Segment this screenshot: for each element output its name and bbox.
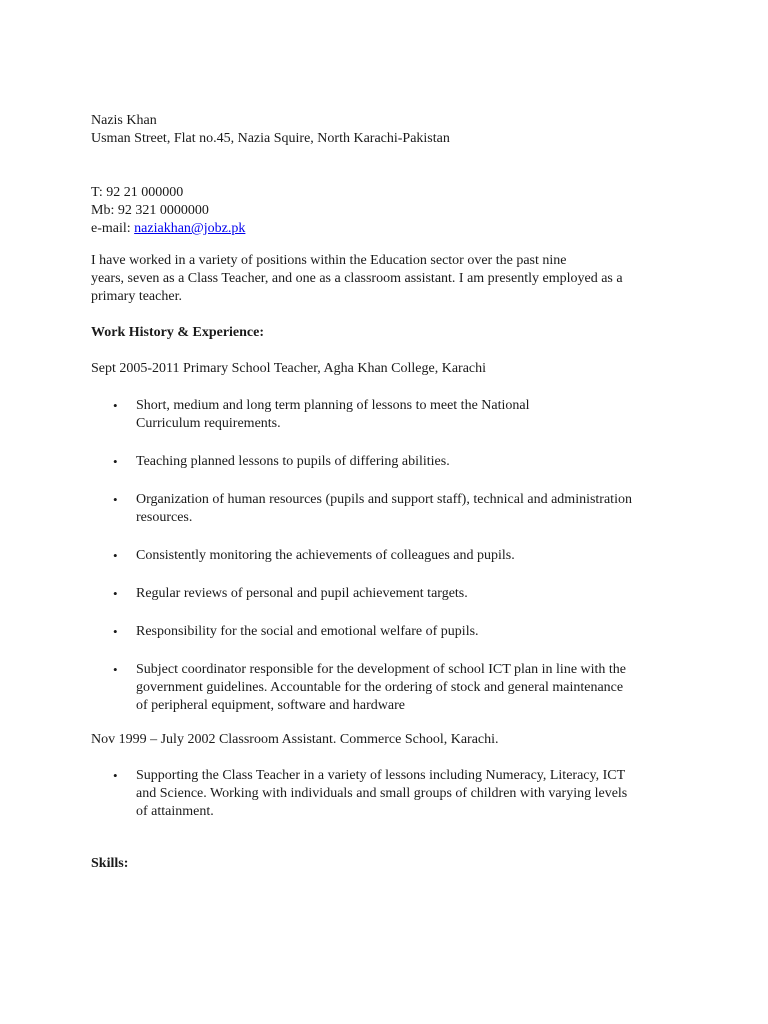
list-item xyxy=(91,397,691,433)
list-item xyxy=(91,661,691,715)
list-item-text: of attainment. xyxy=(136,804,214,819)
list-item xyxy=(91,767,691,821)
list-item-text: of peripheral equipment, software and hardware xyxy=(136,698,405,713)
job-title: Sept 2005-2011 Primary School Teacher, Agha Khan College, Karachi xyxy=(91,361,487,376)
list-item xyxy=(91,547,691,565)
list-item-text: Subject coordinator responsible for the development of school ICT plan in line with the xyxy=(136,662,627,677)
list-item-text: and Science. Working with individuals and small groups of children with varying levels xyxy=(136,786,628,801)
person-name: Nazis Khan xyxy=(91,113,157,128)
list-item-text: Responsibility for the social and emotional welfare of pupils. xyxy=(136,624,479,639)
email-line xyxy=(91,220,691,238)
list-item-text: Regular reviews of personal and pupil achievement targets. xyxy=(136,586,468,601)
list-item-text: Curriculum requirements. xyxy=(136,416,281,431)
summary-paragraph xyxy=(91,252,691,306)
list-item xyxy=(91,623,691,641)
summary-line: primary teacher. xyxy=(91,289,182,304)
resume-document xyxy=(91,112,691,873)
bullet-icon: • xyxy=(113,398,118,413)
bullet-icon: • xyxy=(113,548,118,563)
contact-block xyxy=(91,184,691,238)
address: Usman Street, Flat no.45, Nazia Squire, North Karachi-Pakistan xyxy=(91,131,450,146)
job-duties-list xyxy=(91,397,691,715)
job-title: Nov 1999 – July 2002 Classroom Assistant. Commerce School, Karachi. xyxy=(91,732,499,747)
list-item-text: Short, medium and long term planning of lessons to meet the National xyxy=(136,398,530,413)
email-label: e-mail: xyxy=(91,221,135,236)
mobile: Mb: 92 321 0000000 xyxy=(91,203,209,218)
list-item-text: Teaching planned lessons to pupils of differing abilities. xyxy=(136,454,450,469)
list-item-text: government guidelines. Accountable for the ordering of stock and general maintenance xyxy=(136,680,624,695)
skills-heading: Skills: xyxy=(91,856,129,871)
header-block xyxy=(91,112,691,148)
bullet-icon: • xyxy=(113,624,118,639)
bullet-icon: • xyxy=(113,768,118,783)
list-item-text: resources. xyxy=(136,510,193,525)
list-item-text: Supporting the Class Teacher in a variety of lessons including Numeracy, Literacy, ICT xyxy=(136,768,626,783)
list-item xyxy=(91,585,691,603)
list-item-text: Organization of human resources (pupils and support staff), technical and administration xyxy=(136,492,632,507)
list-item xyxy=(91,453,691,471)
bullet-icon: • xyxy=(113,492,118,507)
summary-line: I have worked in a variety of positions within the Education sector over the past nine xyxy=(91,253,567,268)
summary-line: years, seven as a Class Teacher, and one as a classroom assistant. I am presently employed as a xyxy=(91,271,623,286)
email-link[interactable]: naziakhan@jobz.pk xyxy=(134,221,246,236)
bullet-icon: • xyxy=(113,454,118,469)
work-history-heading: Work History & Experience: xyxy=(91,325,265,340)
list-item-text: Consistently monitoring the achievements of colleagues and pupils. xyxy=(136,548,515,563)
bullet-icon: • xyxy=(113,586,118,601)
job-duties-list xyxy=(91,767,691,821)
bullet-icon: • xyxy=(113,662,118,677)
list-item xyxy=(91,491,691,527)
telephone: T: 92 21 000000 xyxy=(91,185,184,200)
